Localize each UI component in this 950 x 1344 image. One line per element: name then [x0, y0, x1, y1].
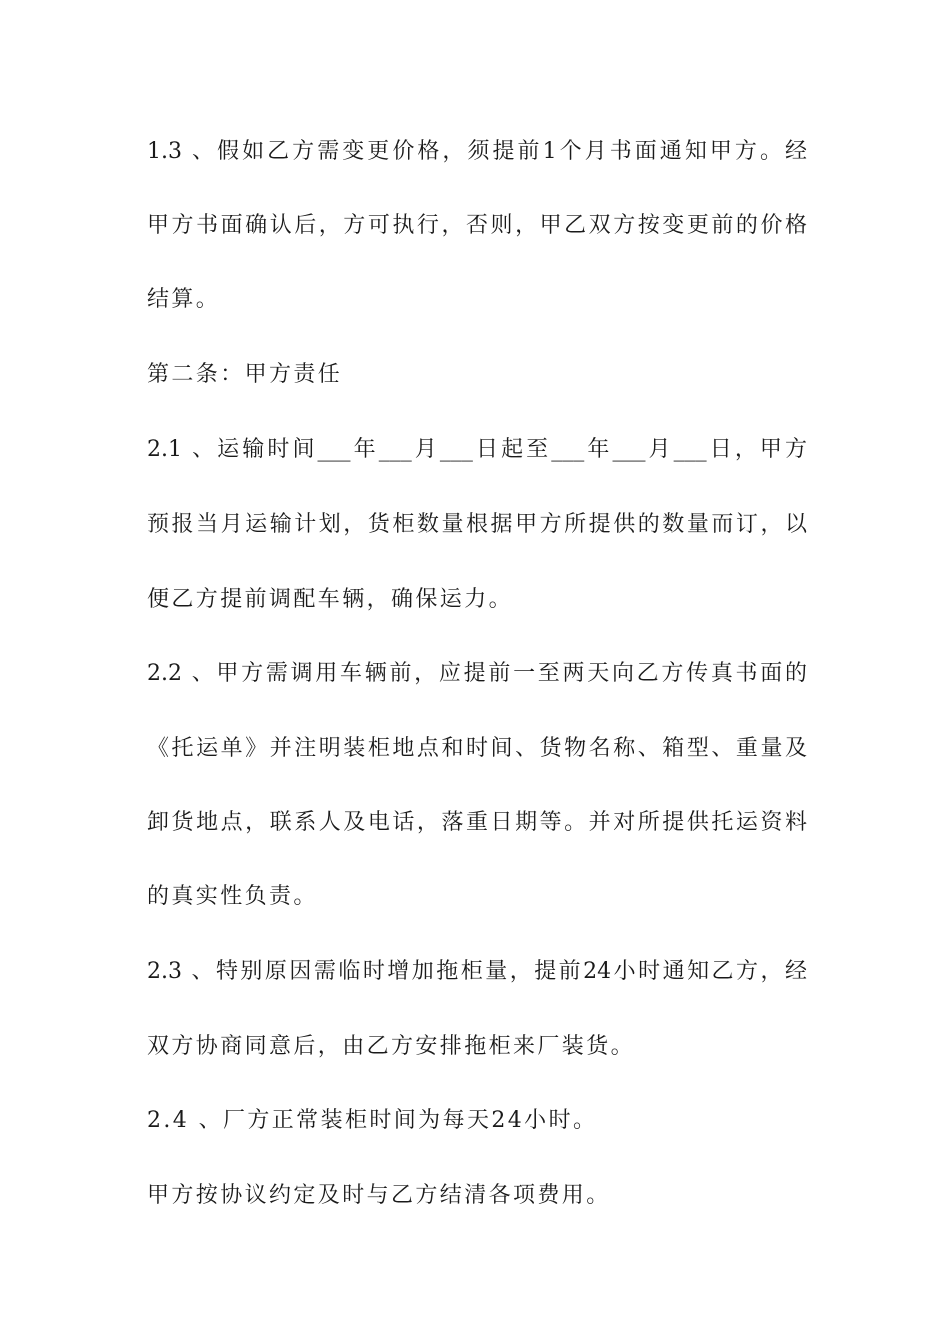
- clause-1-3-line-1: 1.3 、假如乙方需变更价格，须提前1个月书面通知甲方。经: [147, 139, 807, 164]
- clause-2-1-line-1: 2.1 、运输时间___年___月___日起至___年___月___日，甲方: [147, 437, 807, 462]
- clause-1-3-line-3: 结算。: [147, 287, 221, 312]
- clause-2-2-line-1: 2.2 、甲方需调用车辆前，应提前一至两天向乙方传真书面的: [147, 661, 807, 686]
- clause-2-1-line-2: 预报当月运输计划，货柜数量根据甲方所提供的数量而订，以: [147, 512, 807, 537]
- clause-1-3-line-2: 甲方书面确认后，方可执行，否则，甲乙双方按变更前的价格: [147, 213, 807, 238]
- clause-2-4-line-1: 2.4 、厂方正常装柜时间为每天24小时。: [147, 1108, 598, 1133]
- clause-2-1-line-3: 便乙方提前调配车辆，确保运力。: [147, 587, 514, 612]
- clause-2-2-line-3: 卸货地点，联系人及电话，落重日期等。并对所提供托运资料: [147, 810, 807, 835]
- payment-settlement-line: 甲方按协议约定及时与乙方结清各项费用。: [147, 1183, 611, 1208]
- clause-2-3-line-1: 2.3 、特别原因需临时增加拖柜量，提前24小时通知乙方，经: [147, 959, 807, 984]
- section-heading-party-a-duties: 第二条：甲方责任: [147, 362, 343, 387]
- clause-2-3-line-2: 双方协商同意后，由乙方安排拖柜来厂装货。: [147, 1034, 636, 1059]
- clause-2-2-line-2: 《托运单》并注明装柜地点和时间、货物名称、箱型、重量及: [147, 736, 807, 761]
- clause-2-2-line-4: 的真实性负责。: [147, 884, 318, 909]
